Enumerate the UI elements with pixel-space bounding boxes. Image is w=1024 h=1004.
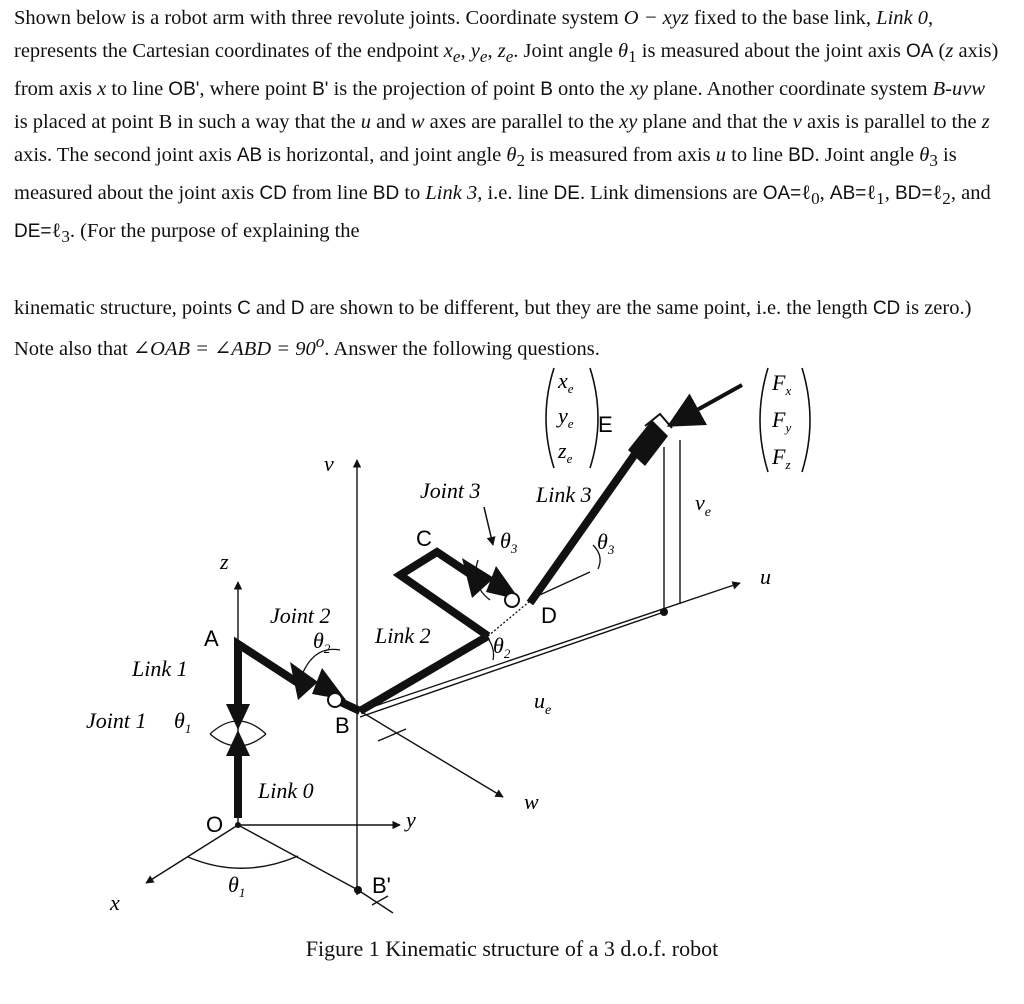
- w-axis-label: w: [524, 789, 539, 814]
- link-1: [238, 644, 298, 706]
- point-C-label: C: [416, 526, 432, 551]
- problem-paragraph-2: kinematic structure, points C and D are shown to be different, but they are the same point, i.e. the length CD is zero.) Note also that ∠OAB = ∠ABD = $90^o$. Answer the following questions.: [14, 297, 972, 360]
- point-O-label: O: [206, 812, 224, 837]
- joint-3-icon: [462, 558, 520, 607]
- w-axis-line: [360, 711, 503, 797]
- base-axes: [146, 582, 400, 890]
- link-2-label: Link 2: [375, 623, 431, 648]
- y-axis-label: y: [406, 807, 416, 832]
- svg-text:ye: $y_e$: [558, 403, 574, 431]
- position-vector: [556, 368, 574, 466]
- ue-end-dot: [660, 608, 668, 616]
- point-Bp-label: B': [372, 873, 391, 898]
- joint-3-label: Joint 3: [420, 478, 481, 503]
- v-axis-label: v: [324, 451, 334, 476]
- point-D-label: D: [541, 603, 557, 628]
- theta1-joint-label: $\theta_1$: [174, 708, 192, 736]
- ue-label: $u_e$: [534, 688, 552, 718]
- x-axis-line: [146, 825, 238, 883]
- point-A-label: A: [204, 626, 219, 651]
- theta3-angle-label: $\theta_3$: [597, 529, 615, 557]
- svg-text:ze: $z_e$: [558, 438, 573, 466]
- z-axis-label: z: [220, 549, 229, 574]
- joint3-pointer: [484, 507, 493, 545]
- theta2-angle-label: $\theta_2$: [493, 633, 511, 661]
- problem-paragraph-1: Shown below is a robot arm with three revolute joints. Coordinate system O − xyz fixed to the base link, Link 0, represents the Cartesian coordinates of the endpoint $x_e$, $y_e$, $z_e$. Joint angle $\theta_1$ is measured about the joint axis OA (z axis) from axis x to line OB', where point B' is the projection of point B onto the xy plane. Another coordinate system B-uvw is placed at point B in such a way that the u and w axes are parallel to the xy plane and that the v axis is parallel to the z axis. The second joint axis AB is horizontal, and joint angle $\theta_2$ is measured from axis u to line BD. Joint angle $\theta_3$ is measured about the joint axis CD from line BD to Link 3, i.e. line DE. Link dimensions are OA=ℓ$_0$, AB=ℓ$_1$, BD=ℓ$_2$, and DE=ℓ$_3$. (For the purpose of explaining the: [14, 7, 999, 247]
- u-axis-label: u: [760, 564, 771, 589]
- joint-1-label: Joint 1: [86, 708, 147, 733]
- joint-2-icon: [290, 649, 346, 707]
- theta2-joint-label: $\theta_2$: [313, 628, 331, 656]
- point-B-label: B: [335, 713, 350, 738]
- link-3-label: Link 3: [536, 482, 592, 507]
- force-vector: [771, 370, 791, 472]
- theta1-base-label: $\theta_1$: [228, 872, 246, 900]
- link-1-label: Link 1: [132, 656, 188, 681]
- theta1-base-arc: [188, 856, 298, 868]
- link-0-label: Link 0: [258, 778, 314, 803]
- svg-text:Fz: $F_z$: [772, 444, 791, 472]
- ob-prime-line: [238, 825, 358, 890]
- force-arrow: [670, 385, 742, 425]
- point-E-label: E: [598, 412, 613, 437]
- ve-label: $v_e$: [695, 490, 711, 520]
- figure-caption: Figure 1 Kinematic structure of a 3 d.o.f. robot: [305, 936, 719, 961]
- x-axis-label: x: [110, 890, 120, 915]
- svg-text:xe: $x_e$: [558, 368, 574, 396]
- theta3-joint-label: $\theta_3$: [500, 528, 518, 556]
- svg-text:Fx: $F_x$: [772, 370, 792, 398]
- point-Bp-dot: [354, 886, 362, 894]
- joint-2-label: Joint 2: [270, 603, 331, 628]
- point-O-dot: [235, 822, 241, 828]
- svg-text:Fy: $F_y$: [772, 407, 792, 435]
- link-3: [530, 447, 640, 603]
- joint-1-icon: [210, 704, 266, 756]
